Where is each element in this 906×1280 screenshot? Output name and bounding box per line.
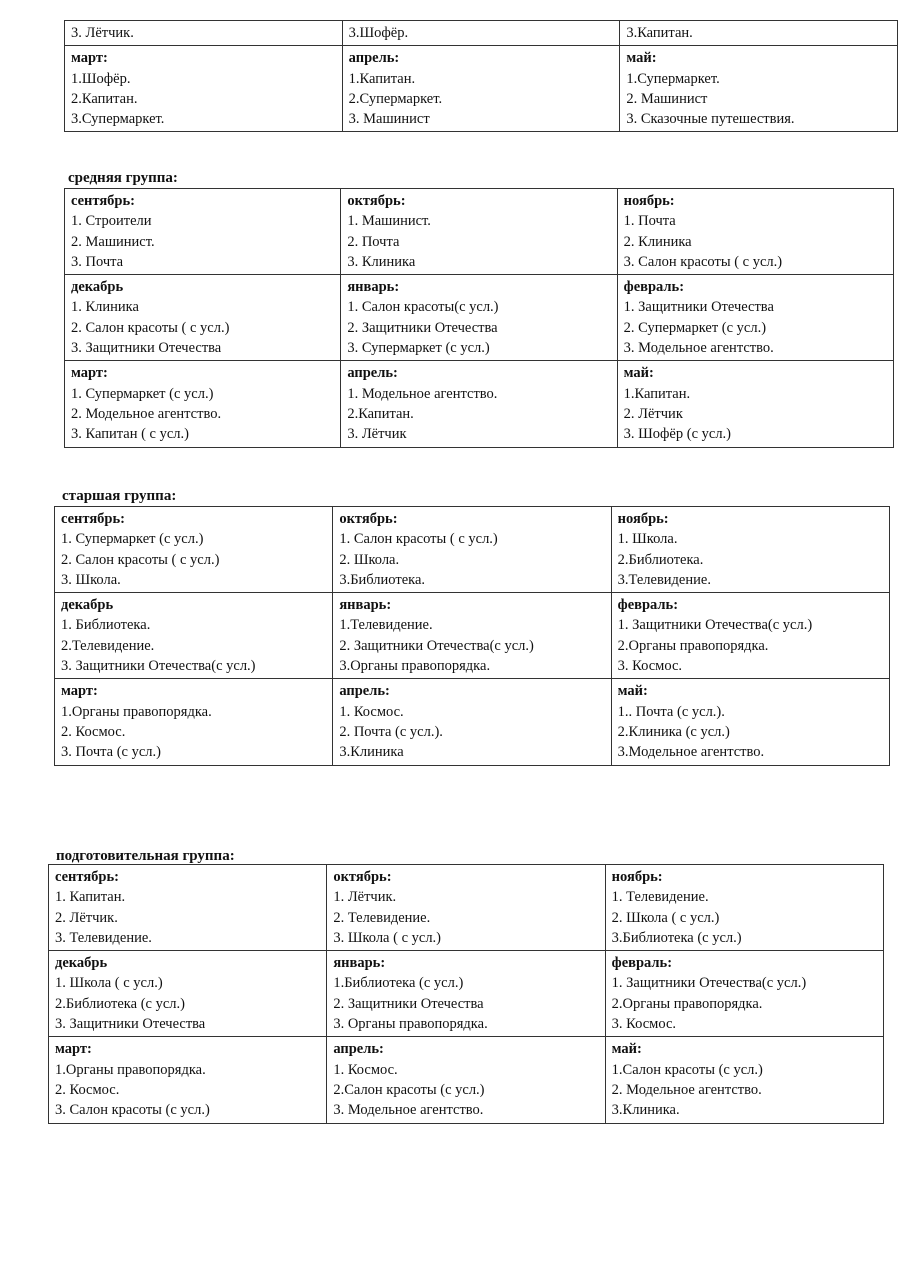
- month-cell: [611, 679, 889, 765]
- topic-item: 3. Органы правопорядка.: [333, 1016, 488, 1033]
- month-label: апрель:: [348, 50, 400, 67]
- topic-item: 2. Школа.: [339, 551, 400, 568]
- topic-item: 1.Супермаркет.: [626, 70, 720, 87]
- topic-item: 3.Модельное агентство.: [617, 744, 765, 761]
- topic-item: 2. Лётчик.: [55, 909, 118, 926]
- month-label: декабрь: [55, 955, 108, 972]
- month-label: сентябрь:: [71, 193, 135, 209]
- topic-item: 2. Космос.: [55, 1081, 120, 1098]
- month-label: апрель:: [333, 1041, 384, 1058]
- month-label: сентябрь:: [55, 869, 119, 885]
- month-label: сентябрь:: [61, 511, 125, 527]
- topic-item: 2. Защитники Отечества: [347, 319, 498, 336]
- middle-table: [64, 188, 894, 448]
- topic-item: 1. Школа.: [617, 531, 678, 548]
- schedule-table: [54, 506, 890, 766]
- heading-senior: старшая группа:: [62, 488, 177, 504]
- topic-item: 2.Телевидение.: [61, 637, 155, 654]
- topic-item: 2. Телевидение.: [333, 909, 431, 926]
- heading-prep: подготовительная группа:: [56, 848, 235, 864]
- month-cell: [333, 593, 611, 679]
- month-label: апрель:: [347, 365, 398, 382]
- month-label: май:: [623, 365, 654, 382]
- month-cell: [341, 189, 617, 275]
- topic-item: 1. Защитники Отечества(с усл.): [617, 617, 813, 634]
- month-cell: [65, 189, 341, 275]
- month-label: май:: [611, 1041, 642, 1058]
- topic-item: 2. Лётчик: [623, 405, 683, 422]
- month-label: февраль:: [611, 955, 673, 972]
- topic-item: 1. Супермаркет (с усл.): [71, 385, 214, 402]
- topic-item: 1.. Почта (с усл.).: [617, 703, 725, 720]
- topic-item: 3. Защитники Отечества(с усл.): [61, 658, 256, 675]
- topic-item: 2. Модельное агентство.: [71, 405, 222, 422]
- topic-item: 2. Машинист: [626, 90, 708, 107]
- month-label: декабрь: [61, 597, 114, 614]
- month-cell: [55, 507, 333, 593]
- table-row: [65, 189, 894, 275]
- topic-item: 3. Шофёр (с усл.): [623, 426, 732, 443]
- table-row: [65, 361, 894, 447]
- month-label: октябрь:: [339, 511, 398, 527]
- topic-item: 3.Супермаркет.: [71, 111, 165, 128]
- month-cell: [617, 189, 893, 275]
- schedule-table: [64, 188, 894, 448]
- topic-item: 3. Сказочные путешествия.: [626, 111, 795, 128]
- month-cell: [342, 21, 620, 46]
- month-label: апрель:: [339, 683, 390, 700]
- month-cell: [327, 865, 605, 951]
- topic-item: 1. Модельное агентство.: [347, 385, 498, 402]
- topic-item: 3. Модельное агентство.: [623, 340, 774, 357]
- topic-item: 1. Школа ( с усл.): [55, 975, 163, 992]
- table-row: [55, 507, 890, 593]
- topic-item: 3. Лётчик.: [71, 25, 134, 41]
- month-cell: [55, 593, 333, 679]
- topic-item: 3. Защитники Отечества: [55, 1016, 206, 1033]
- schedule-table: [48, 864, 884, 1124]
- topic-item: 1.Капитан.: [348, 70, 416, 87]
- month-label: март:: [61, 683, 98, 700]
- topic-item: 1.Капитан.: [623, 385, 691, 402]
- topic-item: 3. Супермаркет (с усл.): [347, 340, 490, 357]
- topic-item: 1. Салон красоты(с усл.): [347, 299, 499, 316]
- topic-item: 1. Телевидение.: [611, 889, 709, 906]
- topic-item: 2. Салон красоты ( с усл.): [61, 551, 220, 568]
- topic-item: 2.Библиотека.: [617, 551, 704, 568]
- month-cell: [617, 361, 893, 447]
- topic-item: 2.Супермаркет.: [348, 90, 443, 107]
- topic-item: 3.Библиотека.: [339, 571, 426, 588]
- month-cell: [611, 507, 889, 593]
- topic-item: 2. Салон красоты ( с усл.): [71, 319, 230, 336]
- topic-item: 2.Капитан.: [347, 405, 414, 422]
- month-cell: [611, 593, 889, 679]
- topic-item: 3. Клиника: [347, 253, 416, 270]
- topic-item: 2. Модельное агентство.: [611, 1081, 762, 1098]
- month-label: январь:: [339, 597, 392, 614]
- topic-item: 2. Машинист.: [71, 233, 155, 250]
- topic-item: 3. Модельное агентство.: [333, 1102, 484, 1119]
- month-label: январь:: [347, 279, 400, 296]
- topic-item: 1. Космос.: [333, 1061, 398, 1078]
- month-label: декабрь: [71, 279, 124, 296]
- month-cell: [49, 865, 327, 951]
- topic-item: 2.Салон красоты (с усл.): [333, 1081, 485, 1098]
- month-label: ноябрь:: [623, 193, 675, 209]
- topic-item: 2. Почта: [347, 233, 400, 250]
- topic-item: 3. Защитники Отечества: [71, 340, 222, 357]
- month-label: ноябрь:: [617, 511, 669, 527]
- topic-item: 2. Школа ( с усл.): [611, 909, 720, 926]
- table-row: [65, 46, 898, 132]
- topic-item: 1.Библиотека (с усл.): [333, 975, 464, 992]
- prep-table: [48, 864, 884, 1124]
- month-cell: [341, 361, 617, 447]
- month-label: март:: [71, 365, 108, 382]
- top-table: [64, 20, 898, 132]
- table-row: [49, 1037, 884, 1123]
- month-label: март:: [71, 50, 108, 67]
- topic-item: 2.Капитан.: [71, 90, 138, 107]
- topic-item: 1. Библиотека.: [61, 617, 151, 634]
- month-label: январь:: [333, 955, 386, 972]
- month-label: октябрь:: [347, 193, 406, 209]
- month-cell: [55, 679, 333, 765]
- topic-item: 2. Клиника: [623, 233, 692, 250]
- month-label: ноябрь:: [611, 869, 663, 885]
- topic-item: 1. Защитники Отечества: [623, 299, 774, 316]
- topic-item: 3. Телевидение.: [55, 929, 152, 946]
- topic-item: 3.Клиника: [339, 744, 404, 761]
- month-cell: [605, 951, 883, 1037]
- topic-item: 3.Капитан.: [626, 25, 693, 41]
- topic-item: 3. Почта: [71, 253, 124, 270]
- month-cell: [620, 21, 898, 46]
- topic-item: 3.Телевидение.: [617, 571, 711, 588]
- topic-item: 2. Космос.: [61, 723, 126, 740]
- topic-item: 2.Библиотека (с усл.): [55, 995, 185, 1012]
- table-row: [49, 865, 884, 951]
- topic-item: 3.Библиотека (с усл.): [611, 929, 742, 946]
- topic-item: 3. Школа.: [61, 571, 121, 588]
- topic-item: 3. Салон красоты (с усл.): [55, 1102, 210, 1119]
- topic-item: 2.Органы правопорядка.: [611, 995, 763, 1012]
- month-cell: [605, 865, 883, 951]
- month-cell: [342, 46, 620, 132]
- month-cell: [65, 21, 343, 46]
- topic-item: 1. Машинист.: [347, 213, 431, 230]
- table-row: [65, 21, 898, 46]
- topic-item: 2.Клиника (с усл.): [617, 723, 730, 740]
- topic-item: 3. Космос.: [617, 658, 682, 675]
- topic-item: 2.Органы правопорядка.: [617, 637, 769, 654]
- table-row: [65, 275, 894, 361]
- topic-item: 3. Лётчик: [347, 426, 407, 443]
- month-cell: [327, 1037, 605, 1123]
- month-cell: [333, 507, 611, 593]
- topic-item: 3.Органы правопорядка.: [339, 658, 491, 675]
- topic-item: 3. Почта (с усл.): [61, 744, 161, 761]
- topic-item: 3. Школа ( с усл.): [333, 929, 442, 946]
- topic-item: 1.Шофёр.: [71, 70, 131, 87]
- month-label: март:: [55, 1041, 92, 1058]
- topic-item: 1.Телевидение.: [339, 617, 433, 634]
- month-cell: [65, 361, 341, 447]
- topic-item: 3. Салон красоты ( с усл.): [623, 253, 783, 270]
- month-cell: [617, 275, 893, 361]
- topic-item: 1. Строители: [71, 213, 152, 230]
- topic-item: 1. Капитан.: [55, 889, 126, 906]
- month-cell: [620, 46, 898, 132]
- topic-item: 1.Салон красоты (с усл.): [611, 1061, 763, 1078]
- topic-item: 1. Защитники Отечества(с усл.): [611, 975, 807, 992]
- topic-item: 1. Почта: [623, 213, 676, 230]
- topic-item: 3. Капитан ( с усл.): [71, 426, 189, 443]
- month-label: май:: [626, 50, 657, 67]
- topic-item: 1.Органы правопорядка.: [55, 1061, 206, 1078]
- topic-item: 1. Супермаркет (с усл.): [61, 531, 204, 548]
- month-label: февраль:: [623, 279, 685, 296]
- topic-item: 1. Космос.: [339, 703, 404, 720]
- topic-item: 2. Защитники Отечества: [333, 995, 484, 1012]
- month-cell: [605, 1037, 883, 1123]
- month-cell: [49, 951, 327, 1037]
- topic-item: 1. Клиника: [71, 299, 139, 316]
- month-label: октябрь:: [333, 869, 392, 885]
- senior-table: [54, 506, 890, 766]
- month-cell: [333, 679, 611, 765]
- topic-item: 3. Космос.: [611, 1016, 676, 1033]
- table-row: [55, 593, 890, 679]
- table-row: [49, 951, 884, 1037]
- topic-item: 2. Защитники Отечества(с усл.): [339, 637, 534, 654]
- month-label: февраль:: [617, 597, 679, 614]
- topic-item: 3.Шофёр.: [348, 25, 409, 41]
- topic-item: 3.Клиника.: [611, 1102, 680, 1119]
- schedule-table: [64, 20, 898, 132]
- topic-item: 3. Машинист: [348, 111, 430, 128]
- topic-item: 2. Супермаркет (с усл.): [623, 319, 767, 336]
- month-label: май:: [617, 683, 648, 700]
- month-cell: [65, 46, 343, 132]
- heading-middle: средняя группа:: [68, 170, 178, 186]
- topic-item: 1. Лётчик.: [333, 889, 397, 906]
- topic-item: 2. Почта (с усл.).: [339, 723, 443, 740]
- month-cell: [341, 275, 617, 361]
- topic-item: 1.Органы правопорядка.: [61, 703, 212, 720]
- month-cell: [65, 275, 341, 361]
- table-row: [55, 679, 890, 765]
- month-cell: [49, 1037, 327, 1123]
- topic-item: 1. Салон красоты ( с усл.): [339, 531, 498, 548]
- month-cell: [327, 951, 605, 1037]
